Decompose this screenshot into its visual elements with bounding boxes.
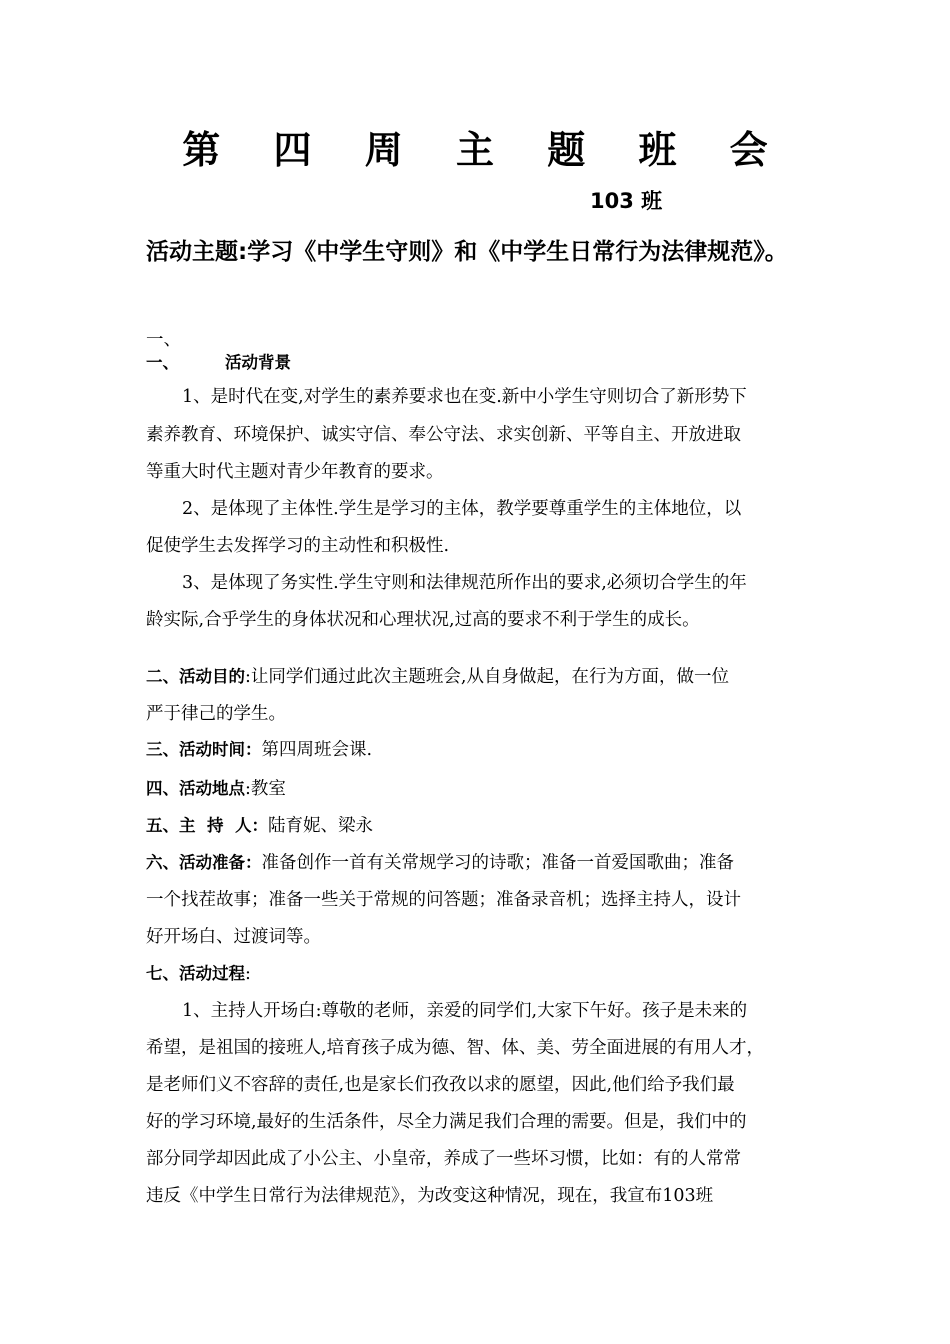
paragraph-line: 等重大时代主题对青少年教育的要求。 — [146, 462, 444, 482]
section-number: 一、 — [146, 353, 179, 372]
paragraph-line: 素养教育、环境保护、诚实守信、奉公守法、求实创新、平等自主、开放进取 — [146, 425, 741, 445]
paragraph-line: 严于律己的学生。 — [146, 704, 286, 724]
section-process — [146, 961, 251, 987]
section-host — [146, 813, 373, 839]
section-prep — [146, 850, 734, 876]
section-purpose — [146, 664, 729, 690]
section-label: 二、活动目的 — [146, 667, 245, 686]
activity-theme: 活动主题:学习《中学生守则》和《中学生日常行为法律规范》。 — [146, 239, 788, 265]
paragraph-line: 部分同学却因此成了小公主、小皇帝，养成了一些坏习惯，比如：有的人常常 — [146, 1149, 741, 1169]
paragraph-line: 2、是体现了主体性.学生是学习的主体，教学要尊重学生的主体地位，以 — [182, 499, 742, 519]
paragraph-line: 好的学习环境,最好的生活条件，尽全力满足我们合理的需要。但是，我们中的 — [146, 1112, 747, 1132]
section-text: 准备创作一首有关常规学习的诗歌；准备一首爱国歌曲；准备 — [261, 853, 734, 873]
section-label: 活动背景 — [225, 353, 291, 372]
section-text: :让同学们通过此次主题班会,从自身做起，在行为方面，做一位 — [245, 667, 729, 687]
paragraph-line: 促使学生去发挥学习的主动性和积极性. — [146, 536, 450, 556]
class-label: 103 班 — [590, 189, 663, 213]
section-label: 四、活动地点 — [146, 779, 245, 798]
paragraph-line: 是老师们义不容辞的责任,也是家长们孜孜以求的愿望，因此,他们给予我们最 — [146, 1075, 735, 1095]
section-label: 五、主 持 人： — [146, 816, 268, 835]
section-text: :教室 — [245, 779, 286, 799]
section-text: 陆育妮、梁永 — [267, 816, 373, 836]
section-text: 第四周班会课. — [261, 740, 373, 760]
paragraph-line: 龄实际,合乎学生的身体状况和心理状况,过高的要求不利于学生的成长。 — [146, 610, 700, 630]
paragraph-line: 1、主持人开场白:尊敬的老师，亲爱的同学们,大家下午好。孩子是未来的 — [182, 1001, 748, 1021]
section-time — [146, 737, 372, 763]
page-title: 第 四 周 主 题 班 会 — [182, 128, 788, 172]
paragraph-line: 希望，是祖国的接班人,培育孩子成为德、智、体、美、劳全面进展的有用人才， — [146, 1038, 765, 1058]
section-label: 六、活动准备： — [146, 853, 262, 872]
paragraph-line: 好开场白、过渡词等。 — [146, 927, 321, 947]
list-marker: 一、 — [146, 330, 181, 350]
paragraph-line: 违反《中学生日常行为法律规范》，为改变这种情况，现在，我宣布103班 — [146, 1186, 714, 1206]
paragraph-line: 1、是时代在变,对学生的素养要求也在变.新中小学生守则切合了新形势下 — [182, 387, 747, 407]
section-label: 七、活动过程 — [146, 964, 245, 983]
section-text: : — [245, 964, 251, 984]
paragraph-line: 3、是体现了务实性.学生守则和法律规范所作出的要求,必须切合学生的年 — [182, 573, 747, 593]
paragraph-line: 一个找茬故事；准备一些关于常规的问答题；准备录音机；选择主持人，设计 — [146, 890, 741, 910]
section-background-heading — [146, 350, 291, 376]
section-label: 三、活动时间： — [146, 740, 262, 759]
section-location — [146, 776, 286, 802]
